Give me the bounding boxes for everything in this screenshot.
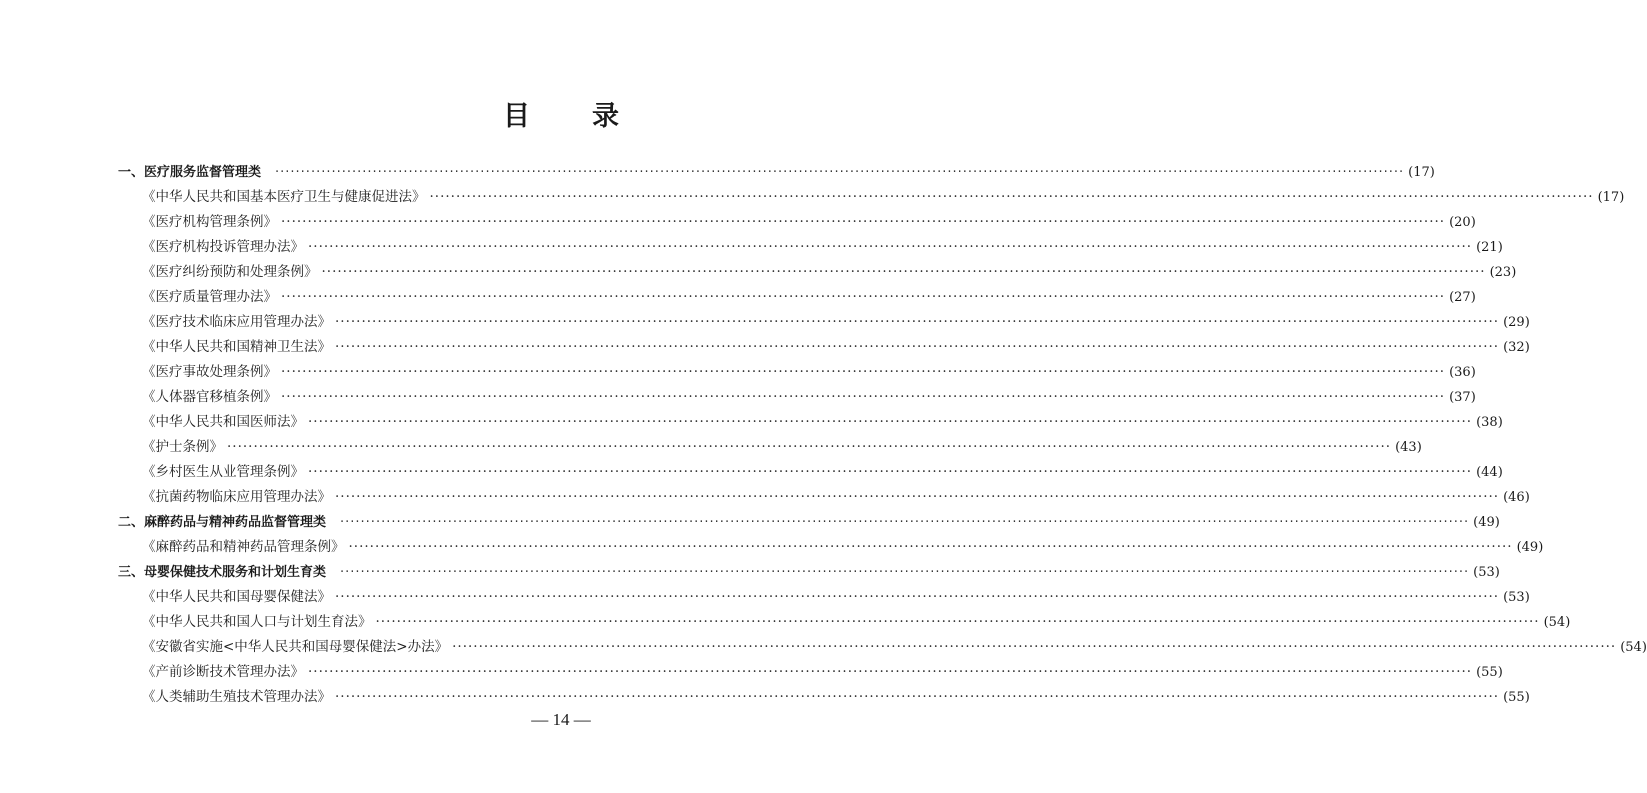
toc-entry-row: [118, 585, 1530, 610]
dot-leader: ····························································································································································································································: [340, 565, 1470, 580]
toc-entry-row: [118, 660, 1503, 685]
entry-title: 《医疗纠纷预防和处理条例》: [142, 264, 318, 280]
entry-title: 《医疗事故处理条例》: [142, 364, 277, 380]
entry-page-number: (23): [1489, 265, 1517, 280]
toc-section-row: [118, 560, 1500, 585]
dot-leader: ····························································································································································································································: [335, 314, 1500, 330]
table-of-contents: [118, 160, 1647, 710]
toc-entry-row: [118, 285, 1476, 310]
entry-title: 《护士条例》: [142, 439, 223, 455]
dot-leader: ····························································································································································································································: [227, 439, 1392, 455]
entry-page-number: (32): [1503, 340, 1530, 355]
entry-page-number: (55): [1476, 665, 1503, 680]
entry-page-number: (17): [1597, 190, 1625, 205]
dot-leader: ····························································································································································································································: [308, 239, 1473, 255]
toc-entry-row: [118, 335, 1530, 360]
dot-leader: ····························································································································································································································: [335, 339, 1500, 355]
dot-leader: ····························································································································································································································: [275, 165, 1405, 180]
dot-leader: ····························································································································································································································: [281, 214, 1446, 230]
toc-entry-row: [118, 610, 1571, 635]
toc-entry-row: [118, 235, 1503, 260]
entry-title: 《中华人民共和国医师法》: [142, 414, 304, 430]
page-title: [0, 94, 1122, 133]
toc-entry-row: [118, 635, 1647, 660]
title-char-1: 目: [503, 101, 530, 132]
entry-page-number: (53): [1473, 565, 1500, 580]
entry-page-number: (49): [1473, 515, 1500, 530]
toc-entry-row: [118, 460, 1503, 485]
dot-leader: ····························································································································································································································: [335, 489, 1500, 505]
entry-page-number: (44): [1476, 465, 1503, 480]
toc-entry-row: [118, 310, 1530, 335]
title-char-2: 录: [592, 101, 619, 132]
dot-leader: ····························································································································································································································: [452, 639, 1617, 655]
entry-page-number: (21): [1476, 240, 1503, 255]
entry-title: 《中华人民共和国人口与计划生育法》: [142, 614, 372, 630]
entry-page-number: (36): [1449, 365, 1476, 380]
toc-entry-row: [118, 210, 1476, 235]
section-title: 一、医疗服务监督管理类: [118, 165, 262, 180]
entry-title: 《医疗机构投诉管理办法》: [142, 239, 304, 255]
entry-title: 《产前诊断技术管理办法》: [142, 664, 304, 680]
entry-title: 《乡村医生从业管理条例》: [142, 464, 304, 480]
dot-leader: ····························································································································································································································: [335, 589, 1500, 605]
section-title: 二、麻醉药品与精神药品监督管理类: [118, 515, 327, 530]
entry-title: 《医疗机构管理条例》: [142, 214, 277, 230]
entry-page-number: (20): [1449, 215, 1476, 230]
toc-entry-row: [118, 410, 1503, 435]
entry-page-number: (55): [1503, 690, 1530, 705]
entry-title: 《中华人民共和国精神卫生法》: [142, 339, 331, 355]
dot-leader: ····························································································································································································································: [348, 539, 1513, 555]
dot-leader: ····························································································································································································································: [308, 414, 1473, 430]
dot-leader: ····························································································································································································································: [281, 289, 1446, 305]
entry-title: 《中华人民共和国基本医疗卫生与健康促进法》: [142, 189, 426, 205]
entry-page-number: (17): [1408, 165, 1435, 180]
dot-leader: ····························································································································································································································: [308, 664, 1473, 680]
entry-title: 《医疗技术临床应用管理办法》: [142, 314, 331, 330]
toc-entry-row: [118, 435, 1422, 460]
dot-leader: ····························································································································································································································: [321, 264, 1486, 280]
entry-page-number: (54): [1620, 640, 1647, 655]
toc-section-row: [118, 160, 1435, 185]
page-number: — 14 —: [531, 710, 591, 729]
entry-title: 《人体器官移植条例》: [142, 389, 277, 405]
toc-entry-row: [118, 260, 1517, 285]
entry-title: 《麻醉药品和精神药品管理条例》: [142, 539, 345, 555]
toc-entry-row: [118, 685, 1530, 710]
entry-page-number: (53): [1503, 590, 1530, 605]
dot-leader: ····························································································································································································································: [308, 464, 1473, 480]
entry-page-number: (49): [1516, 540, 1544, 555]
entry-page-number: (54): [1543, 615, 1571, 630]
toc-entry-row: [118, 485, 1530, 510]
dot-leader: ····························································································································································································································: [375, 614, 1540, 630]
entry-title: 《人类辅助生殖技术管理办法》: [142, 689, 331, 705]
section-title: 三、母婴保健技术服务和计划生育类: [118, 565, 327, 580]
entry-title: 《中华人民共和国母婴保健法》: [142, 589, 331, 605]
dot-leader: ····························································································································································································································: [281, 364, 1446, 380]
entry-page-number: (29): [1503, 315, 1530, 330]
dot-leader: ····························································································································································································································: [429, 189, 1594, 205]
entry-page-number: (46): [1503, 490, 1530, 505]
entry-title: 《安徽省实施<中华人民共和国母婴保健法>办法》: [142, 639, 449, 655]
dot-leader: ····························································································································································································································: [281, 389, 1446, 405]
entry-page-number: (27): [1449, 290, 1476, 305]
toc-entry-row: [118, 385, 1476, 410]
toc-entry-row: [118, 535, 1544, 560]
dot-leader: ····························································································································································································································: [335, 689, 1500, 705]
toc-entry-row: [118, 185, 1625, 210]
toc-section-row: [118, 510, 1500, 535]
dot-leader: ····························································································································································································································: [340, 515, 1470, 530]
entry-title: 《医疗质量管理办法》: [142, 289, 277, 305]
toc-entry-row: [118, 360, 1476, 385]
entry-page-number: (38): [1476, 415, 1503, 430]
entry-page-number: (43): [1395, 440, 1422, 455]
entry-page-number: (37): [1449, 390, 1476, 405]
entry-title: 《抗菌药物临床应用管理办法》: [142, 489, 331, 505]
